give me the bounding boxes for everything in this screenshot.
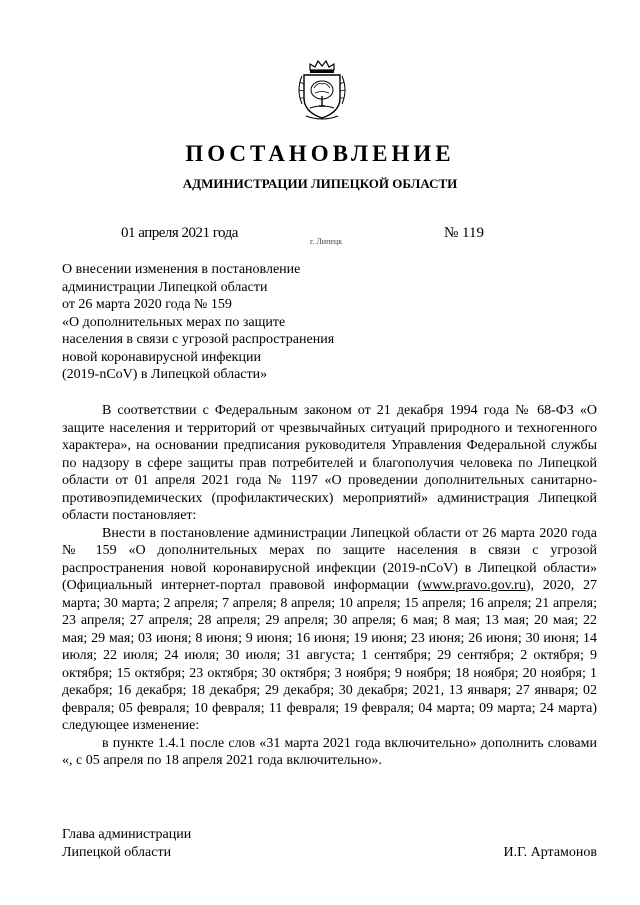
document-place: г. Липецк xyxy=(310,237,343,246)
heading-line: О внесении изменения в постановление xyxy=(62,262,301,277)
document-body xyxy=(62,402,597,770)
amendment-text-start: Внести в постановление администрации Липецкой области от 26 марта 2020 года № 159 «О дополнительных мерах по защите населения в связи с угрозой распространения новой коронавирусной инфекции (2019-nCoV) в Липецкой области» (Официальный интернет-портал правовой информации ( xyxy=(62,525,597,593)
heading-line: новой коронавирусной инфекции xyxy=(62,349,261,365)
change-paragraph: в пункте 1.4.1 после слов «31 марта 2021 года включительно» дополнить словами «, с 05 апреля по 18 апреля 2021 года включительно». xyxy=(62,735,597,768)
signatory-name: И.Г. Артамонов xyxy=(503,844,597,860)
heading-line: «О дополнительных мерах по защите xyxy=(62,314,286,330)
signatory-position-line: Глава администрации xyxy=(62,827,192,842)
document-title: ПОСТАНОВЛЕНИЕ xyxy=(185,141,455,166)
preamble-paragraph: В соответствии с Федеральным законом от 21 декабря 1994 года № 68-ФЗ «О защите населения и территорий от чрезвычайных ситуаций природного и техногенного характера», на основании предписания руководителя Управления Федеральной службы по надзору в сфере защиты прав потребителей и благополучия человека по Липецкой области от 01 апреля 2021 года № 1197 «О проведении дополнительных санитарно-противоэпидемических (профилактических) мероприятий» администрация Липецкой области постановляет: xyxy=(62,403,597,523)
amendment-text-end: ), 2020, 27 марта; 30 марта; 2 апреля; 7 апреля; 8 апреля; 10 апреля; 15 апреля; 16 апреля; 21 апреля; 23 апреля; 27 апреля; 28 апреля; 29 апреля; 30 апреля; 6 мая; 8 мая; 13 мая; 20 мая; 22 мая; 29 мая; 03 июня; 8 июня; 9 июня; 16 июня; 19 июня; 23 июня; 26 июня; 30 июня; 14 июля; 22 июля; 24 июля; 30 июля; 31 августа; 1 сентября; 29 сентября; 2 октября; 9 октября; 15 октября; 23 октября; 30 октября; 3 ноября; 9 ноября; 18 ноября; 20 ноября; 1 декабря; 16 декабря; 18 декабря; 29 декабря; 30 декабря; 2021, 13 января; 27 января; 02 февраля; 05 февраля; 10 февраля; 11 февраля; 19 февраля; 04 марта; 09 марта; 24 марта) следующее изменение: xyxy=(62,578,597,733)
document-heading xyxy=(62,261,334,384)
document-number: № 119 xyxy=(444,225,485,241)
document-subtitle: АДМИНИСТРАЦИИ ЛИПЕЦКОЙ ОБЛАСТИ xyxy=(182,176,458,191)
coat-of-arms-emblem xyxy=(296,60,348,122)
amendment-paragraph xyxy=(62,525,597,735)
document-date: 01 апреля 2021 года xyxy=(121,225,238,241)
heading-line: населения в связи с угрозой распространения xyxy=(62,332,335,347)
heading-line: от 26 марта 2020 года № 159 xyxy=(62,297,232,312)
signatory-position xyxy=(62,826,191,861)
signatory-position-line: Липецкой области xyxy=(62,844,172,860)
lipetsk-region-coat-of-arms-icon xyxy=(296,60,348,122)
pravo-gov-link[interactable]: www.pravo.gov.ru xyxy=(422,578,526,593)
heading-line: (2019-nCoV) в Липецкой области» xyxy=(62,367,268,382)
heading-line: администрации Липецкой области xyxy=(62,279,268,295)
